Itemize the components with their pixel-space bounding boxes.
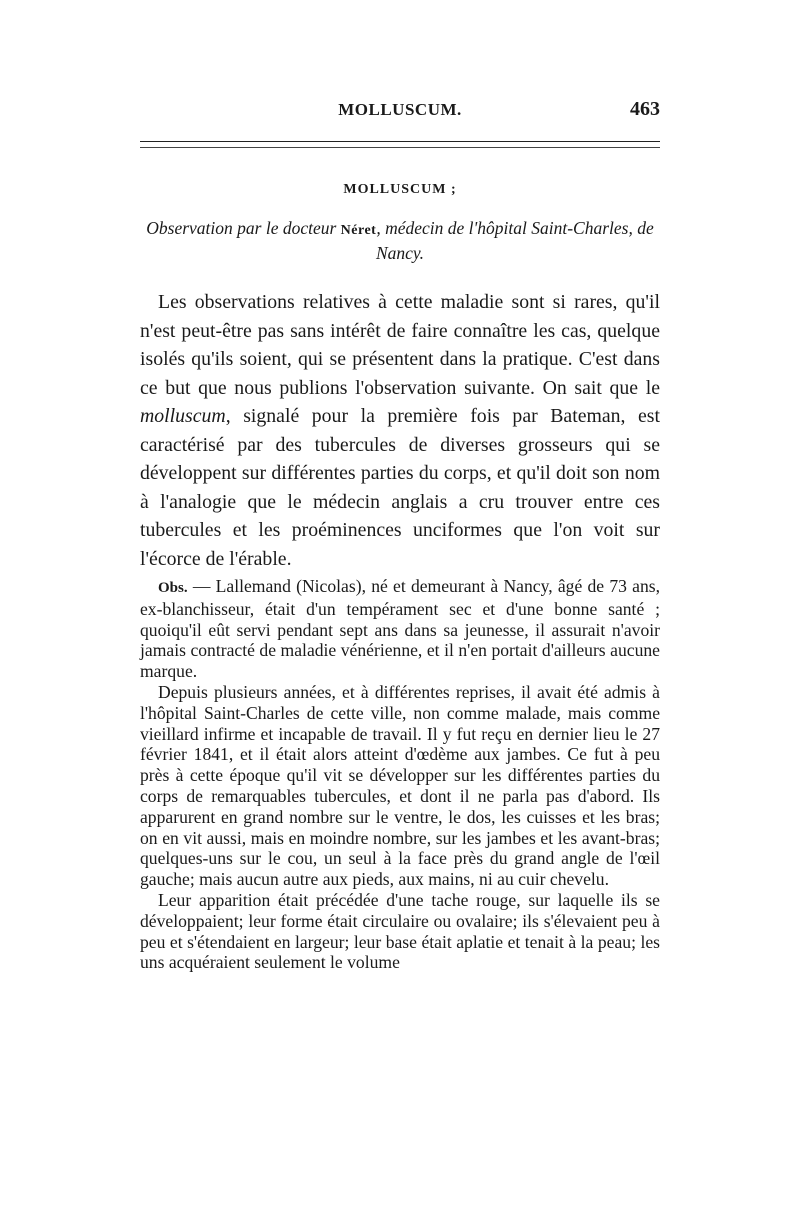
observation-section [140, 576, 660, 973]
observation-paragraph-2: Depuis plusieurs années, et à différentes reprises, il avait été admis à l'hôpital Saint-Charles de cette ville, non comme malade, mais comme vieillard infirme et incapable de travail. Il y fut reçu en dernier lieu le 27 février 1841, et il était alors atteint d'œdème aux jambes. Ce fut à peu près à cette époque qu'il vit se développer sur les différentes parties du corps de remarquables tubercules, et dont il ne parla pas d'abord. Ils apparurent en grand nombre sur le ventre, le dos, les cuisses et les bras; on en vit aussi, mais en moindre nombre, sur les jambes et les avant-bras; quelques-uns sur le cou, un seul à la face près du grand angle de l'œil gauche; mais aucun autre aux pieds, aux mains, ni au cuir chevelu. [140, 681, 660, 890]
intro-paragraph [140, 288, 660, 573]
article-byline [140, 217, 660, 265]
header-rule-thick [140, 141, 660, 142]
intro-text-1: Les observations relatives à cette maladie sont si rares, qu'il n'est peut-être pas sans intérêt de faire connaître les cas, quelque isolés qu'ils soient, qui se présentent dans la pratique. C'est dans ce but que nous publions l'observation suivante. On sait que le [140, 291, 660, 399]
byline-affiliation: , médecin de l'hôpital Saint-Charles, de Nancy. [375, 218, 654, 263]
observation-paragraph-1 [140, 576, 660, 682]
article-title: MOLLUSCUM ; [343, 182, 457, 197]
intro-italic-term: molluscum [140, 405, 226, 427]
author-name: Néret [340, 223, 377, 238]
running-head [140, 100, 660, 128]
byline-lead: Observation par le docteur [146, 218, 341, 238]
header-rule-thin [140, 147, 660, 148]
running-title: MOLLUSCUM. [338, 100, 462, 119]
observation-paragraph-3: Leur apparition était précédée d'une tache rouge, sur laquelle ils se développaient; leur forme était circulaire ou ovalaire; ils s'élevaient peu à peu et s'étendaient en largeur; leur base était aplatie et tenait à la peau; les uns acquéraient seulement le volume [140, 889, 660, 973]
page-number: 463 [630, 98, 660, 120]
intro-text-2: , signalé pour la première fois par Bateman, est caractérisé par des tubercules de diverses grosseurs qui se développent sur différentes parties du corps, et qu'il doit son nom à l'analogie que le médecin anglais a cru trouver entre ces tubercules et les proéminences unciformes que l'on voit sur l'écorce de l'érable. [140, 405, 660, 570]
observation-text-1: — Lallemand (Nicolas), né et demeurant à Nancy, âgé de 73 ans, ex-blanchisseur, était d'un tempérament sec et d'une bonne santé ; quoiqu'il eût servi pendant sept ans dans sa jeunesse, il assurait n'avoir jamais contracté de maladie vénérienne, et il n'en portait d'ailleurs aucune marque. [140, 576, 660, 682]
observation-label: Obs. [158, 580, 188, 596]
